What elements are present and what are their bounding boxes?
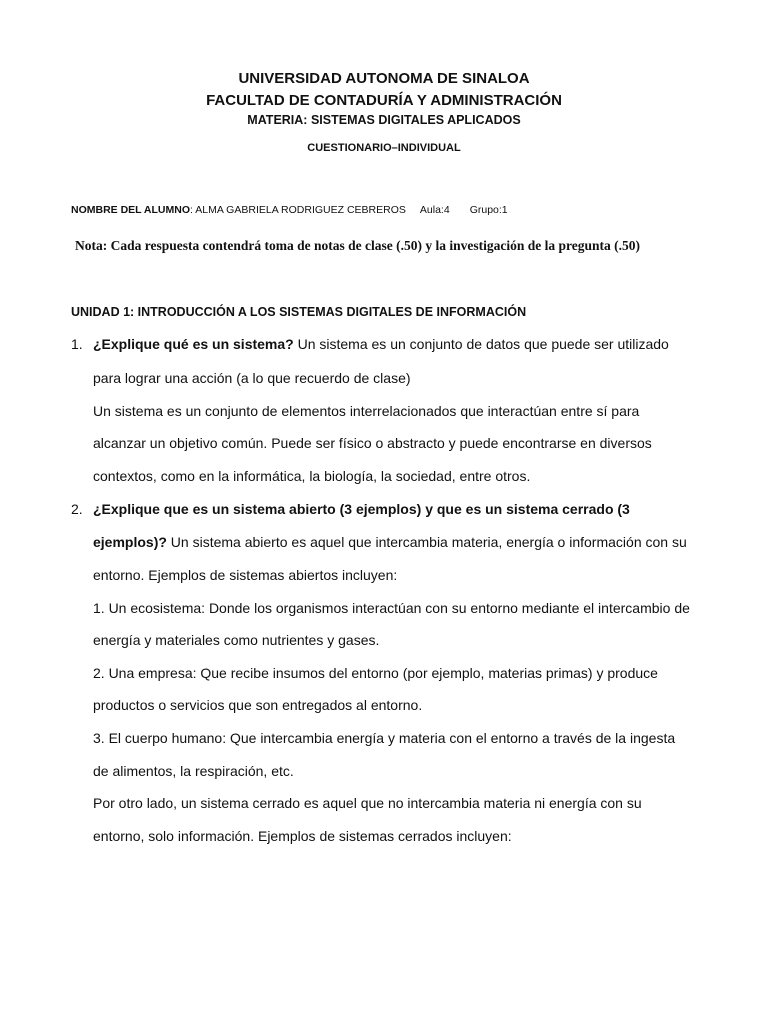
q2-question-part1: ¿Explique que es un sistema abierto (3 ejemplos) y que es un sistema cerrado (3 (93, 501, 630, 517)
unit-heading: UNIDAD 1: INTRODUCCIÓN A LOS SISTEMAS DIGITALES DE INFORMACIÓN (71, 305, 527, 319)
q2-line-2 (93, 534, 687, 550)
student-info (71, 204, 508, 216)
subject-title: MATERIA: SISTEMAS DIGITALES APLICADOS (247, 113, 521, 127)
q1-question: ¿Explique qué es un sistema? (93, 336, 294, 352)
faculty-title: FACULTAD DE CONTADURÍA Y ADMINISTRACIÓN (206, 92, 562, 109)
student-name-label: NOMBRE DEL ALUMNO (71, 204, 190, 216)
q2-line-6: 2. Una empresa: Que recibe insumos del entorno (por ejemplo, materias primas) y produce (93, 665, 658, 681)
q2-line-7: productos o servicios que son entregados al entorno. (93, 697, 423, 713)
university-title: UNIVERSIDAD AUTONOMA DE SINALOA (238, 70, 530, 87)
q2-answer-start: Un sistema abierto es aquel que intercambia materia, energía o información con su (166, 534, 687, 550)
q2-line-4: 1. Un ecosistema: Donde los organismos interactúan con su entorno mediante el intercambio de (93, 600, 690, 616)
q2-line-3: entorno. Ejemplos de sistemas abiertos incluyen: (93, 567, 398, 583)
q1-answer-start: Un sistema es un conjunto de datos que puede ser utilizado (293, 336, 669, 352)
q2-line-8: 3. El cuerpo humano: Que intercambia energía y materia con el entorno a través de la ingesta (93, 730, 676, 746)
grupo-value: Grupo:1 (469, 204, 508, 216)
aula-value: Aula:4 (419, 204, 450, 216)
doc-type-title: CUESTIONARIO–INDIVIDUAL (307, 142, 461, 154)
q2-line-10: Por otro lado, un sistema cerrado es aquel que no intercambia materia ni energía con su (93, 795, 642, 811)
q2-question-part2: ejemplos)? (93, 534, 167, 550)
q1-number: 1. (71, 336, 83, 352)
nota-text: Nota: Cada respuesta contendrá toma de notas de clase (.50) y la investigación de la pregunta (.50) (75, 238, 640, 253)
q1-line-1 (93, 336, 669, 352)
q2-line-9: de alimentos, la respiración, etc. (93, 763, 294, 779)
q1-line-3: Un sistema es un conjunto de elementos interrelacionados que interactúan entre sí para (93, 403, 640, 419)
student-name-value: : ALMA GABRIELA RODRIGUEZ CEBREROS (190, 204, 406, 216)
q1-line-5: contextos, como en la informática, la biología, la sociedad, entre otros. (93, 468, 531, 484)
q2-line-11: entorno, solo información. Ejemplos de sistemas cerrados incluyen: (93, 828, 512, 844)
q2-number: 2. (71, 501, 83, 517)
q2-line-1 (93, 501, 630, 517)
q1-line-2: para lograr una acción (a lo que recuerdo de clase) (93, 370, 411, 386)
q1-line-4: alcanzar un objetivo común. Puede ser físico o abstracto y puede encontrarse en diversos (93, 435, 652, 451)
q2-line-5: energía y materiales como nutrientes y gases. (93, 632, 380, 648)
